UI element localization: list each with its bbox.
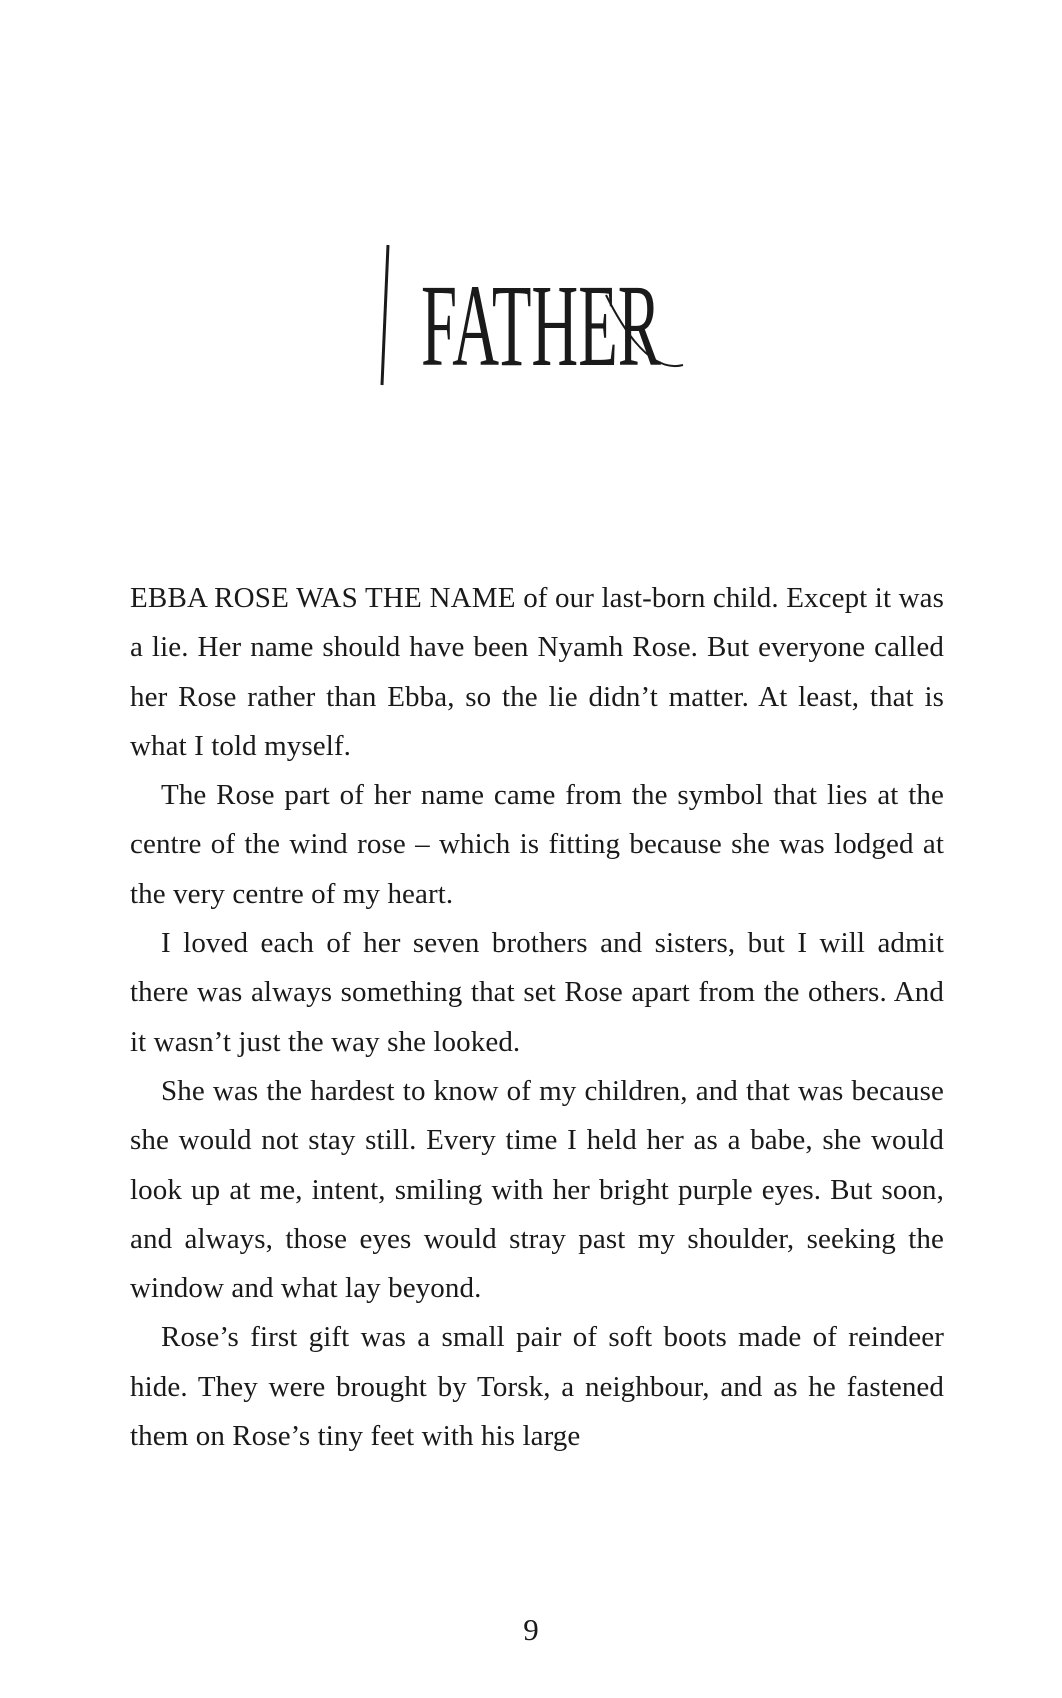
- title-flourish-stroke: [382, 245, 388, 385]
- paragraph-lead-in: EBBA ROSE WAS THE NAME: [130, 582, 516, 614]
- paragraph-1: [130, 574, 944, 771]
- chapter-title-text: FATHER: [421, 260, 662, 391]
- paragraph-4: She was the hardest to know of my children, and that was because she would not stay still. Every time I held her as a babe, she would look up at me, intent, smiling with her bright purple eyes. But soon, and always, those eyes would stray past my shoulder, seeking the window and what lay beyond.: [130, 1074, 944, 1305]
- page-number: 9: [523, 1612, 539, 1647]
- paragraph-5: Rose’s first gift was a small pair of soft boots made of reindeer hide. They were brought by Torsk, a neighbour, and as he fastened them on Rose’s tiny feet with his large: [130, 1321, 944, 1453]
- chapter-body: [130, 574, 944, 1461]
- chapter-title: [0, 225, 1062, 415]
- paragraph-3: I loved each of her seven brothers and sisters, but I will admit there was always something that set Rose apart from the others. And it wasn’t just the way she looked.: [130, 927, 944, 1058]
- paragraph-2: The Rose part of her name came from the symbol that lies at the centre of the wind rose – which is fitting because she was lodged at the very centre of my heart.: [130, 779, 944, 910]
- paragraph-1-text: of our last-born child. Except it was a lie. Her name should have been Nyamh Rose. But everyone called her Rose rather than Ebba, so the lie didn’t matter. At least, that is what I told myself.: [130, 582, 944, 762]
- chapter-title-lettering: [361, 225, 701, 415]
